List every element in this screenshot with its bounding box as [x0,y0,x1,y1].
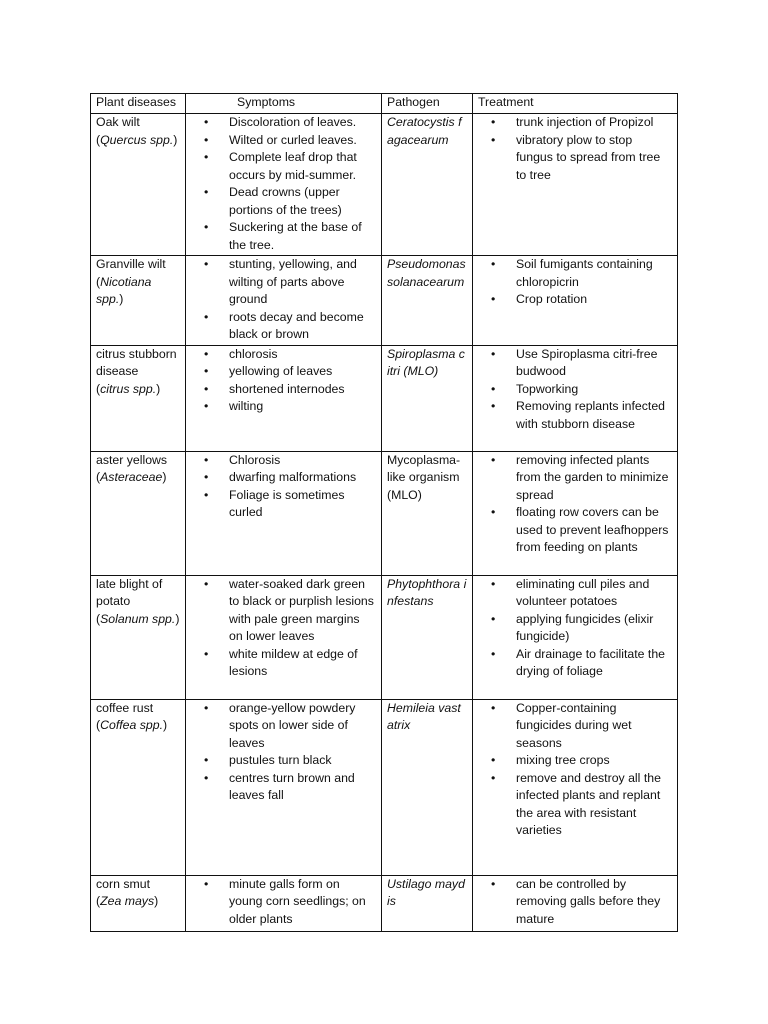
disease-cell: aster yellows (Asteraceae) [91,451,186,575]
treatment-item: • Air drainage to facilitate the drying of foliage [491,646,672,681]
header-pathogen: Pathogen [382,94,473,114]
table-body [91,114,678,932]
host-scientific-name: Zea mays [100,894,155,908]
disease-cell: late blight of potato (Solanum spp.) [91,575,186,699]
disease-cell: corn smut (Zea mays) [91,875,186,931]
symptoms-cell [186,699,382,875]
treatment-list [478,700,672,840]
symptom-item: • Chlorosis [204,452,376,470]
pathogen-cell: Spiroplasma citri (MLO) [382,345,473,451]
treatment-item: • remove and destroy all the infected plants and replant the area with resistant varieties [491,770,672,840]
symptom-item: • wilting [204,398,376,416]
pathogen-cell: Pseudomonas solanacearum [382,256,473,346]
treatment-cell [473,256,678,346]
symptom-item: • stunting, yellowing, and wilting of parts above ground [204,256,376,309]
treatment-item: • applying fungicides (elixir fungicide) [491,611,672,646]
host-scientific-name: Nicotiana spp. [96,274,152,306]
treatment-cell [473,875,678,931]
treatment-list [478,876,672,929]
symptoms-list [191,452,376,522]
symptom-item: • centres turn brown and leaves fall [204,770,376,805]
table-row [91,699,678,875]
table-row [91,345,678,451]
symptom-item: • Complete leaf drop that occurs by mid-summer. [204,149,376,184]
disease-cell: citrus stubborn disease (citrus spp.) [91,345,186,451]
treatment-item: • Copper-containing fungicides during wet seasons [491,700,672,753]
treatment-item: • Removing replants infected with stubborn disease [491,398,672,433]
treatment-list [478,346,672,434]
symptom-item: • yellowing of leaves [204,363,376,381]
host-scientific-name: Asteraceae [100,470,163,484]
symptoms-cell [186,575,382,699]
symptoms-cell [186,256,382,346]
treatment-item: • Topworking [491,381,672,399]
symptoms-cell [186,345,382,451]
host-scientific-name: citrus spp. [100,381,157,396]
symptom-item: • Dead crowns (upper portions of the trees) [204,184,376,219]
treatment-list [478,576,672,681]
disease-cell: Granville wilt (Nicotiana spp.) [91,256,186,346]
disease-name: citrus stubborn disease [96,346,177,378]
treatment-item: • eliminating cull piles and volunteer potatoes [491,576,672,611]
symptom-item: • Foliage is sometimes curled [204,487,376,522]
treatment-item: • mixing tree crops [491,752,672,770]
treatment-item: • removing infected plants from the garden to minimize spread [491,452,672,505]
header-symptoms: Symptoms [186,94,382,114]
symptom-item: • white mildew at edge of lesions [204,646,376,681]
disease-name: Oak wilt [96,115,140,129]
treatment-cell [473,345,678,451]
host-scientific-name: Quercus spp. [100,132,174,147]
disease-name: Granville wilt [96,257,166,271]
symptom-item: • shortened internodes [204,381,376,399]
treatment-item: • floating row covers can be used to prevent leafhoppers from feeding on plants [491,504,672,557]
symptom-item: • Discoloration of leaves. [204,114,376,132]
table-row [91,256,678,346]
pathogen-cell: Ceratocystis fagacearum [382,114,473,256]
treatment-item: • Use Spiroplasma citri-free budwood [491,346,672,381]
disease-name: aster yellows [96,452,168,467]
symptom-item: • Suckering at the base of the tree. [204,219,376,254]
pathogen-cell: Hemileia vastatrix [382,699,473,875]
symptoms-cell [186,451,382,575]
treatment-cell [473,451,678,575]
symptom-item: • minute galls form on young corn seedlings; on older plants [204,876,376,929]
treatment-item: • Crop rotation [491,291,672,309]
symptom-item: • pustules turn black [204,752,376,770]
disease-name: late blight of potato [96,576,163,608]
table-row [91,114,678,256]
symptoms-list [191,700,376,805]
table-row [91,451,678,575]
host-scientific-name: Coffea spp. [100,718,163,732]
symptoms-cell [186,875,382,931]
symptom-item: • water-soaked dark green to black or purplish lesions with pale green margins on lower leaves [204,576,376,646]
symptoms-cell [186,114,382,256]
symptom-item: • dwarfing malformations [204,469,376,487]
treatment-list [478,452,672,557]
treatment-list [478,256,672,309]
pathogen-cell: Ustilago maydis [382,875,473,931]
header-plant-diseases: Plant diseases [91,94,186,114]
disease-name: coffee rust [96,700,154,715]
symptom-item: • orange-yellow powdery spots on lower side of leaves [204,700,376,753]
header-treatment: Treatment [473,94,678,114]
table-header-row [91,94,678,114]
disease-name: corn smut [96,876,150,891]
symptom-item: • chlorosis [204,346,376,364]
disease-cell: Oak wilt (Quercus spp.) [91,114,186,256]
treatment-item: • Soil fumigants containing chloropicrin [491,256,672,291]
pathogen-cell: Phytophthora infestans [382,575,473,699]
treatment-cell [473,575,678,699]
treatment-list [478,114,672,184]
pathogen-cell: Mycoplasma-like organism (MLO) [382,451,473,575]
symptom-item: • roots decay and become black or brown [204,309,376,344]
treatment-item: • vibratory plow to stop fungus to spread from tree to tree [491,132,672,185]
disease-cell: coffee rust (Coffea spp.) [91,699,186,875]
symptom-item: • Wilted or curled leaves. [204,132,376,150]
treatment-item: • trunk injection of Propizol [491,114,672,132]
symptoms-list [191,576,376,681]
symptoms-list [191,114,376,254]
plant-diseases-table [90,93,678,932]
symptoms-list [191,876,376,929]
treatment-cell [473,114,678,256]
table-row [91,875,678,931]
treatment-item: • can be controlled by removing galls before they mature [491,876,672,929]
table-row [91,575,678,699]
symptoms-list [191,256,376,344]
symptoms-list [191,346,376,416]
treatment-cell [473,699,678,875]
host-scientific-name: Solanum spp. [100,611,176,626]
